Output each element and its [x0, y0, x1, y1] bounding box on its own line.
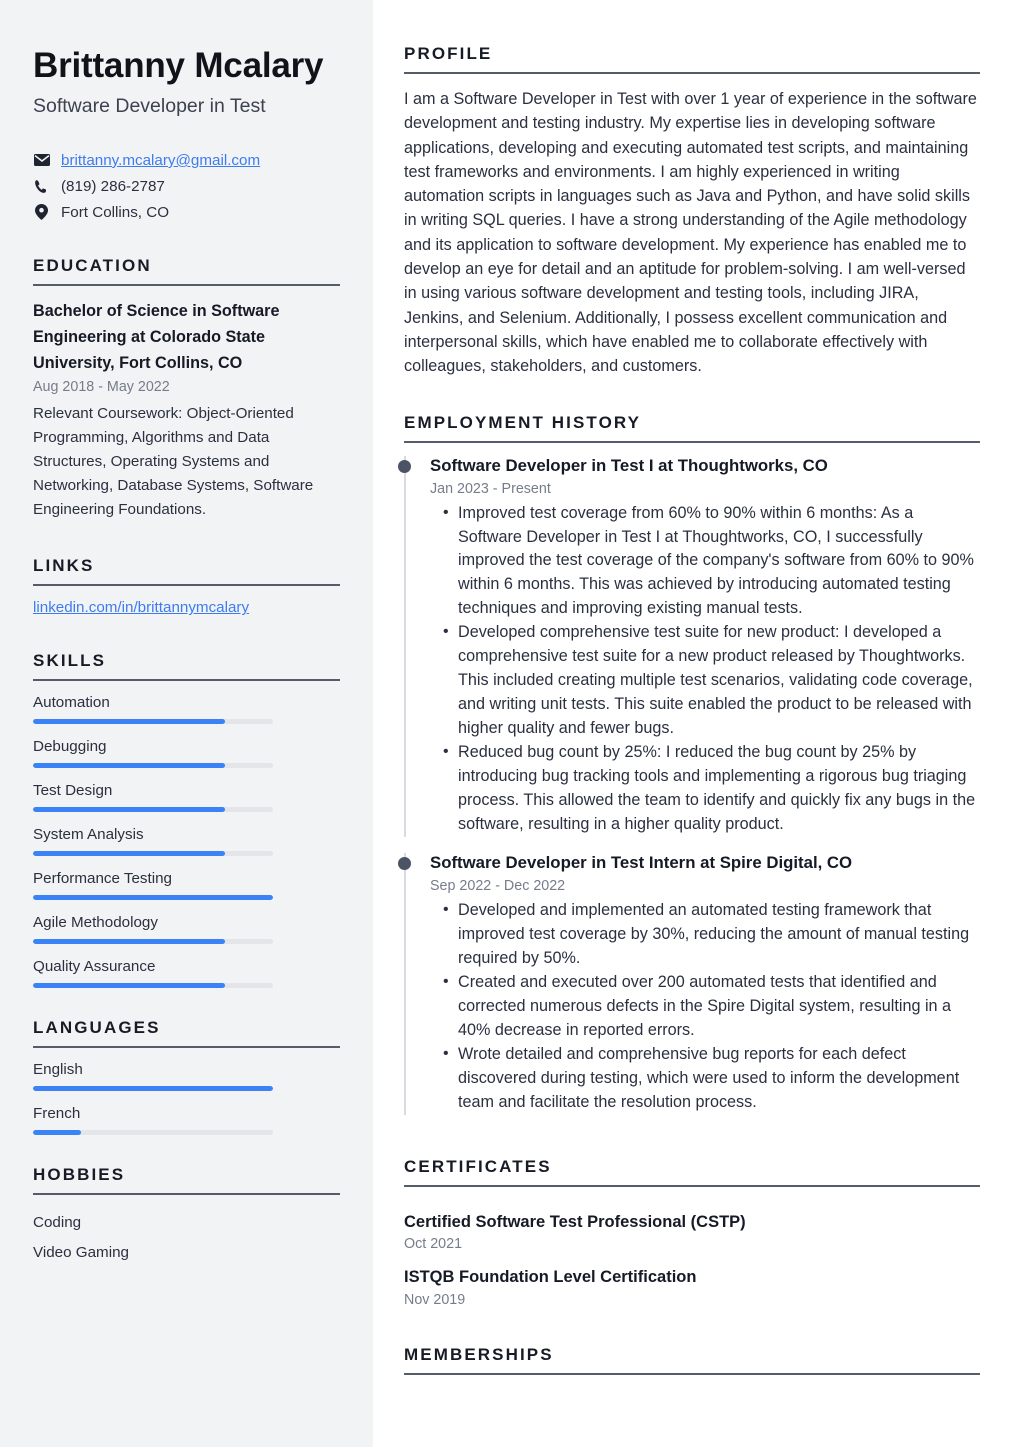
certificate-item	[404, 1267, 980, 1307]
employment-timeline	[404, 443, 980, 1115]
section-spacer	[404, 1323, 980, 1345]
languages-section	[33, 1018, 340, 1135]
name-block	[33, 44, 340, 119]
certificates-section	[404, 1157, 980, 1308]
education-section	[33, 256, 340, 522]
education-body	[33, 286, 340, 522]
link-item-linkedin[interactable]: linkedin.com/in/brittannymcalary	[33, 599, 250, 617]
location-pin-icon	[33, 204, 50, 220]
education-date: Aug 2018 - May 2022	[33, 379, 170, 396]
contact-row-location	[33, 202, 340, 222]
skill-bar-fill	[33, 851, 225, 856]
language-label: English	[33, 1061, 83, 1079]
hobby-item: Coding	[33, 1214, 82, 1232]
skill-bar-track	[33, 939, 273, 944]
hobby-item: Video Gaming	[33, 1244, 129, 1262]
skill-label: Automation	[33, 694, 110, 712]
memberships-heading: MEMBERSHIPS	[404, 1345, 980, 1375]
certificate-name: Certified Software Test Professional (CSTP)	[404, 1212, 746, 1231]
job-bullet-list	[430, 502, 980, 838]
skill-bar-fill	[33, 763, 225, 768]
education-description: Relevant Coursework: Object-Oriented Programming, Algorithms and Data Structures, Operating Systems and Networking, Database Systems, Software Engineering Foundations.	[33, 405, 314, 519]
timeline-dot-icon	[398, 857, 411, 870]
job-date: Jan 2023 - Present	[430, 480, 551, 497]
certificate-date: Oct 2021	[404, 1236, 463, 1253]
job-bullet: • Reduced bug count by 25%: I reduced the bug count by 25% by introducing bug tracking tools and implementing a rigorous bug triaging process. This allowed the team to identify and quickly fix any bugs in the software, resulting in a higher quality product.	[430, 741, 980, 837]
certificate-name: ISTQB Foundation Level Certification	[404, 1268, 697, 1287]
skill-label: Test Design	[33, 782, 113, 800]
languages-body	[33, 1048, 340, 1135]
skill-bar-track	[33, 763, 273, 768]
certificates-body	[404, 1212, 980, 1308]
job-title: Software Developer in Test I at Thoughtworks, CO	[430, 455, 828, 475]
language-bar-fill	[33, 1086, 273, 1091]
job-bullet: • Wrote detailed and comprehensive bug reports for each defect discovered during testing, which were used to inform the development team and facilitate the resolution process.	[430, 1043, 980, 1115]
contact-list	[33, 150, 340, 222]
skill-label: Debugging	[33, 738, 107, 756]
skill-bar-track	[33, 851, 273, 856]
skill-item	[33, 870, 340, 900]
timeline-dot-icon	[398, 460, 411, 473]
skills-body	[33, 681, 340, 988]
job-title: Software Developer in Test Intern at Spire Digital, CO	[430, 853, 853, 873]
job-bullet-list	[430, 899, 980, 1115]
skill-item	[33, 738, 340, 768]
education-title: Bachelor of Science in Software Engineering at Colorado State University, Fort Collins, CO	[33, 302, 280, 373]
skill-item	[33, 826, 340, 856]
language-bar-track	[33, 1130, 273, 1135]
profile-text: I am a Software Developer in Test with over 1 year of experience in the software development and testing industry. My expertise lies in developing software applications, developing and executing automated test scripts, and maintaining test frameworks and environments. I am highly experienced in writing automation scripts in languages such as Java and Python, and have solid skills in writing SQL queries. I have a strong understanding of the Agile methodology and its application to software development. My experience has enabled me to develop an eye for detail and an aptitude for problem-solving. I am well-versed in using various software development and testing tools, including JIRA, Jenkins, and Selenium. Additionally, I possess excellent communication and interpersonal skills, which have enabled me to collaborate effectively with colleagues, stakeholders, and customers.	[404, 90, 977, 376]
phone-icon	[33, 179, 50, 194]
education-entry	[33, 299, 340, 522]
skill-item	[33, 958, 340, 988]
skill-bar-fill	[33, 939, 225, 944]
skill-label: Performance Testing	[33, 870, 173, 888]
skill-bar-track	[33, 983, 273, 988]
employment-section	[404, 413, 980, 1115]
contact-row-email[interactable]	[33, 150, 340, 170]
job-entry	[404, 853, 980, 1115]
skill-bar-track	[33, 895, 273, 900]
candidate-name: Brittanny Mcalary	[33, 46, 324, 85]
skill-bar-fill	[33, 983, 225, 988]
links-heading: LINKS	[33, 556, 340, 586]
job-bullet: • Created and executed over 200 automated tests that identified and corrected numerous defects in the Spire Digital system, resulting in a 40% decrease in reported errors.	[430, 971, 980, 1043]
links-body	[33, 586, 340, 617]
skills-section	[33, 651, 340, 988]
sidebar	[0, 0, 373, 1447]
section-spacer	[404, 1115, 980, 1157]
hobbies-section	[33, 1165, 340, 1268]
profile-heading: PROFILE	[404, 44, 980, 74]
skills-heading: SKILLS	[33, 651, 340, 681]
skill-bar-fill	[33, 719, 225, 724]
employment-heading: EMPLOYMENT HISTORY	[404, 413, 980, 443]
certificate-item	[404, 1212, 980, 1252]
location-text: Fort Collins, CO	[61, 203, 170, 221]
memberships-section	[404, 1345, 980, 1375]
languages-heading: LANGUAGES	[33, 1018, 340, 1048]
skill-item	[33, 694, 340, 724]
job-bullet: • Improved test coverage from 60% to 90% within 6 months: As a Software Developer in Test I at Thoughtworks, CO, I successfully improved the test coverage of the company's software from 60% to 90% within 6 months. This was achieved by introducing automated testing techniques and improving existing manual tests.	[430, 502, 980, 622]
email-link[interactable]: brittanny.mcalary@gmail.com	[61, 151, 261, 169]
certificates-heading: CERTIFICATES	[404, 1157, 980, 1187]
hobbies-heading: HOBBIES	[33, 1165, 340, 1195]
candidate-job-title: Software Developer in Test	[33, 95, 266, 118]
job-bullet: • Developed and implemented an automated testing framework that improved test coverage by 30%, reducing the amount of manual testing required by 50%.	[430, 899, 980, 971]
main-content	[373, 0, 1024, 1447]
language-item	[33, 1105, 340, 1135]
contact-row-phone	[33, 176, 340, 196]
skill-label: System Analysis	[33, 826, 144, 844]
skill-label: Quality Assurance	[33, 958, 156, 976]
certificate-date: Nov 2019	[404, 1291, 466, 1308]
skill-bar-fill	[33, 895, 273, 900]
language-bar-track	[33, 1086, 273, 1091]
skill-item	[33, 914, 340, 944]
job-date: Sep 2022 - Dec 2022	[430, 878, 566, 895]
language-bar-fill	[33, 1130, 81, 1135]
job-entry	[404, 456, 980, 838]
hobbies-body	[33, 1195, 340, 1268]
job-bullet: • Developed comprehensive test suite for new product: I developed a comprehensive test suite for a new product released by Thoughtworks. This included creating multiple test scenarios, validating code coverage, and writing unit tests. This suite enabled the product to be released with higher quality and fewer bugs.	[430, 621, 980, 741]
phone-text: (819) 286-2787	[61, 177, 165, 195]
envelope-icon	[33, 154, 50, 166]
skill-bar-track	[33, 807, 273, 812]
skill-item	[33, 782, 340, 812]
skill-bar-track	[33, 719, 273, 724]
language-label: French	[33, 1105, 81, 1123]
profile-section	[404, 44, 980, 379]
education-heading: EDUCATION	[33, 256, 340, 286]
language-item	[33, 1061, 340, 1091]
links-section	[33, 556, 340, 617]
skill-label: Agile Methodology	[33, 914, 158, 932]
skill-bar-fill	[33, 807, 225, 812]
